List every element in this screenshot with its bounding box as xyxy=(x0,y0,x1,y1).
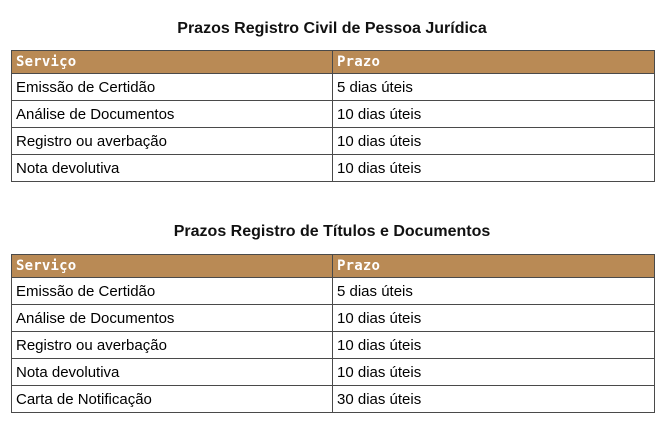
table-row xyxy=(12,386,655,413)
servico-cell: Nota devolutiva xyxy=(12,155,333,182)
prazo-cell: 5 dias úteis xyxy=(333,74,655,101)
prazos-table-pessoa-juridica xyxy=(11,50,655,182)
table-header-row xyxy=(12,255,655,278)
column-header-servico: Serviço xyxy=(12,255,333,278)
section-title-titulos-documentos: Prazos Registro de Títulos e Documentos xyxy=(173,223,491,240)
servico-cell: Nota devolutiva xyxy=(12,359,333,386)
servico-cell: Registro ou averbação xyxy=(12,128,333,155)
servico-cell: Emissão de Certidão xyxy=(12,278,333,305)
prazo-cell: 10 dias úteis xyxy=(333,128,655,155)
column-header-prazo: Prazo xyxy=(333,255,655,278)
prazo-cell: 10 dias úteis xyxy=(333,101,655,128)
servico-cell: Análise de Documentos xyxy=(12,101,333,128)
table-row xyxy=(12,128,655,155)
table-row xyxy=(12,74,655,101)
table-row xyxy=(12,101,655,128)
column-header-servico: Serviço xyxy=(12,51,333,74)
prazo-cell: 10 dias úteis xyxy=(333,332,655,359)
table-row xyxy=(12,359,655,386)
prazo-cell: 30 dias úteis xyxy=(333,386,655,413)
prazo-cell: 5 dias úteis xyxy=(333,278,655,305)
table-row xyxy=(12,155,655,182)
servico-cell: Carta de Notificação xyxy=(12,386,333,413)
table-row xyxy=(12,278,655,305)
column-header-prazo: Prazo xyxy=(333,51,655,74)
prazo-cell: 10 dias úteis xyxy=(333,305,655,332)
prazos-table-titulos-documentos xyxy=(11,254,655,413)
servico-cell: Registro ou averbação xyxy=(12,332,333,359)
prazo-cell: 10 dias úteis xyxy=(333,359,655,386)
table-row xyxy=(12,305,655,332)
servico-cell: Análise de Documentos xyxy=(12,305,333,332)
prazo-cell: 10 dias úteis xyxy=(333,155,655,182)
section-title-pessoa-juridica: Prazos Registro Civil de Pessoa Jurídica xyxy=(177,20,487,37)
table-row xyxy=(12,332,655,359)
table-header-row xyxy=(12,51,655,74)
servico-cell: Emissão de Certidão xyxy=(12,74,333,101)
